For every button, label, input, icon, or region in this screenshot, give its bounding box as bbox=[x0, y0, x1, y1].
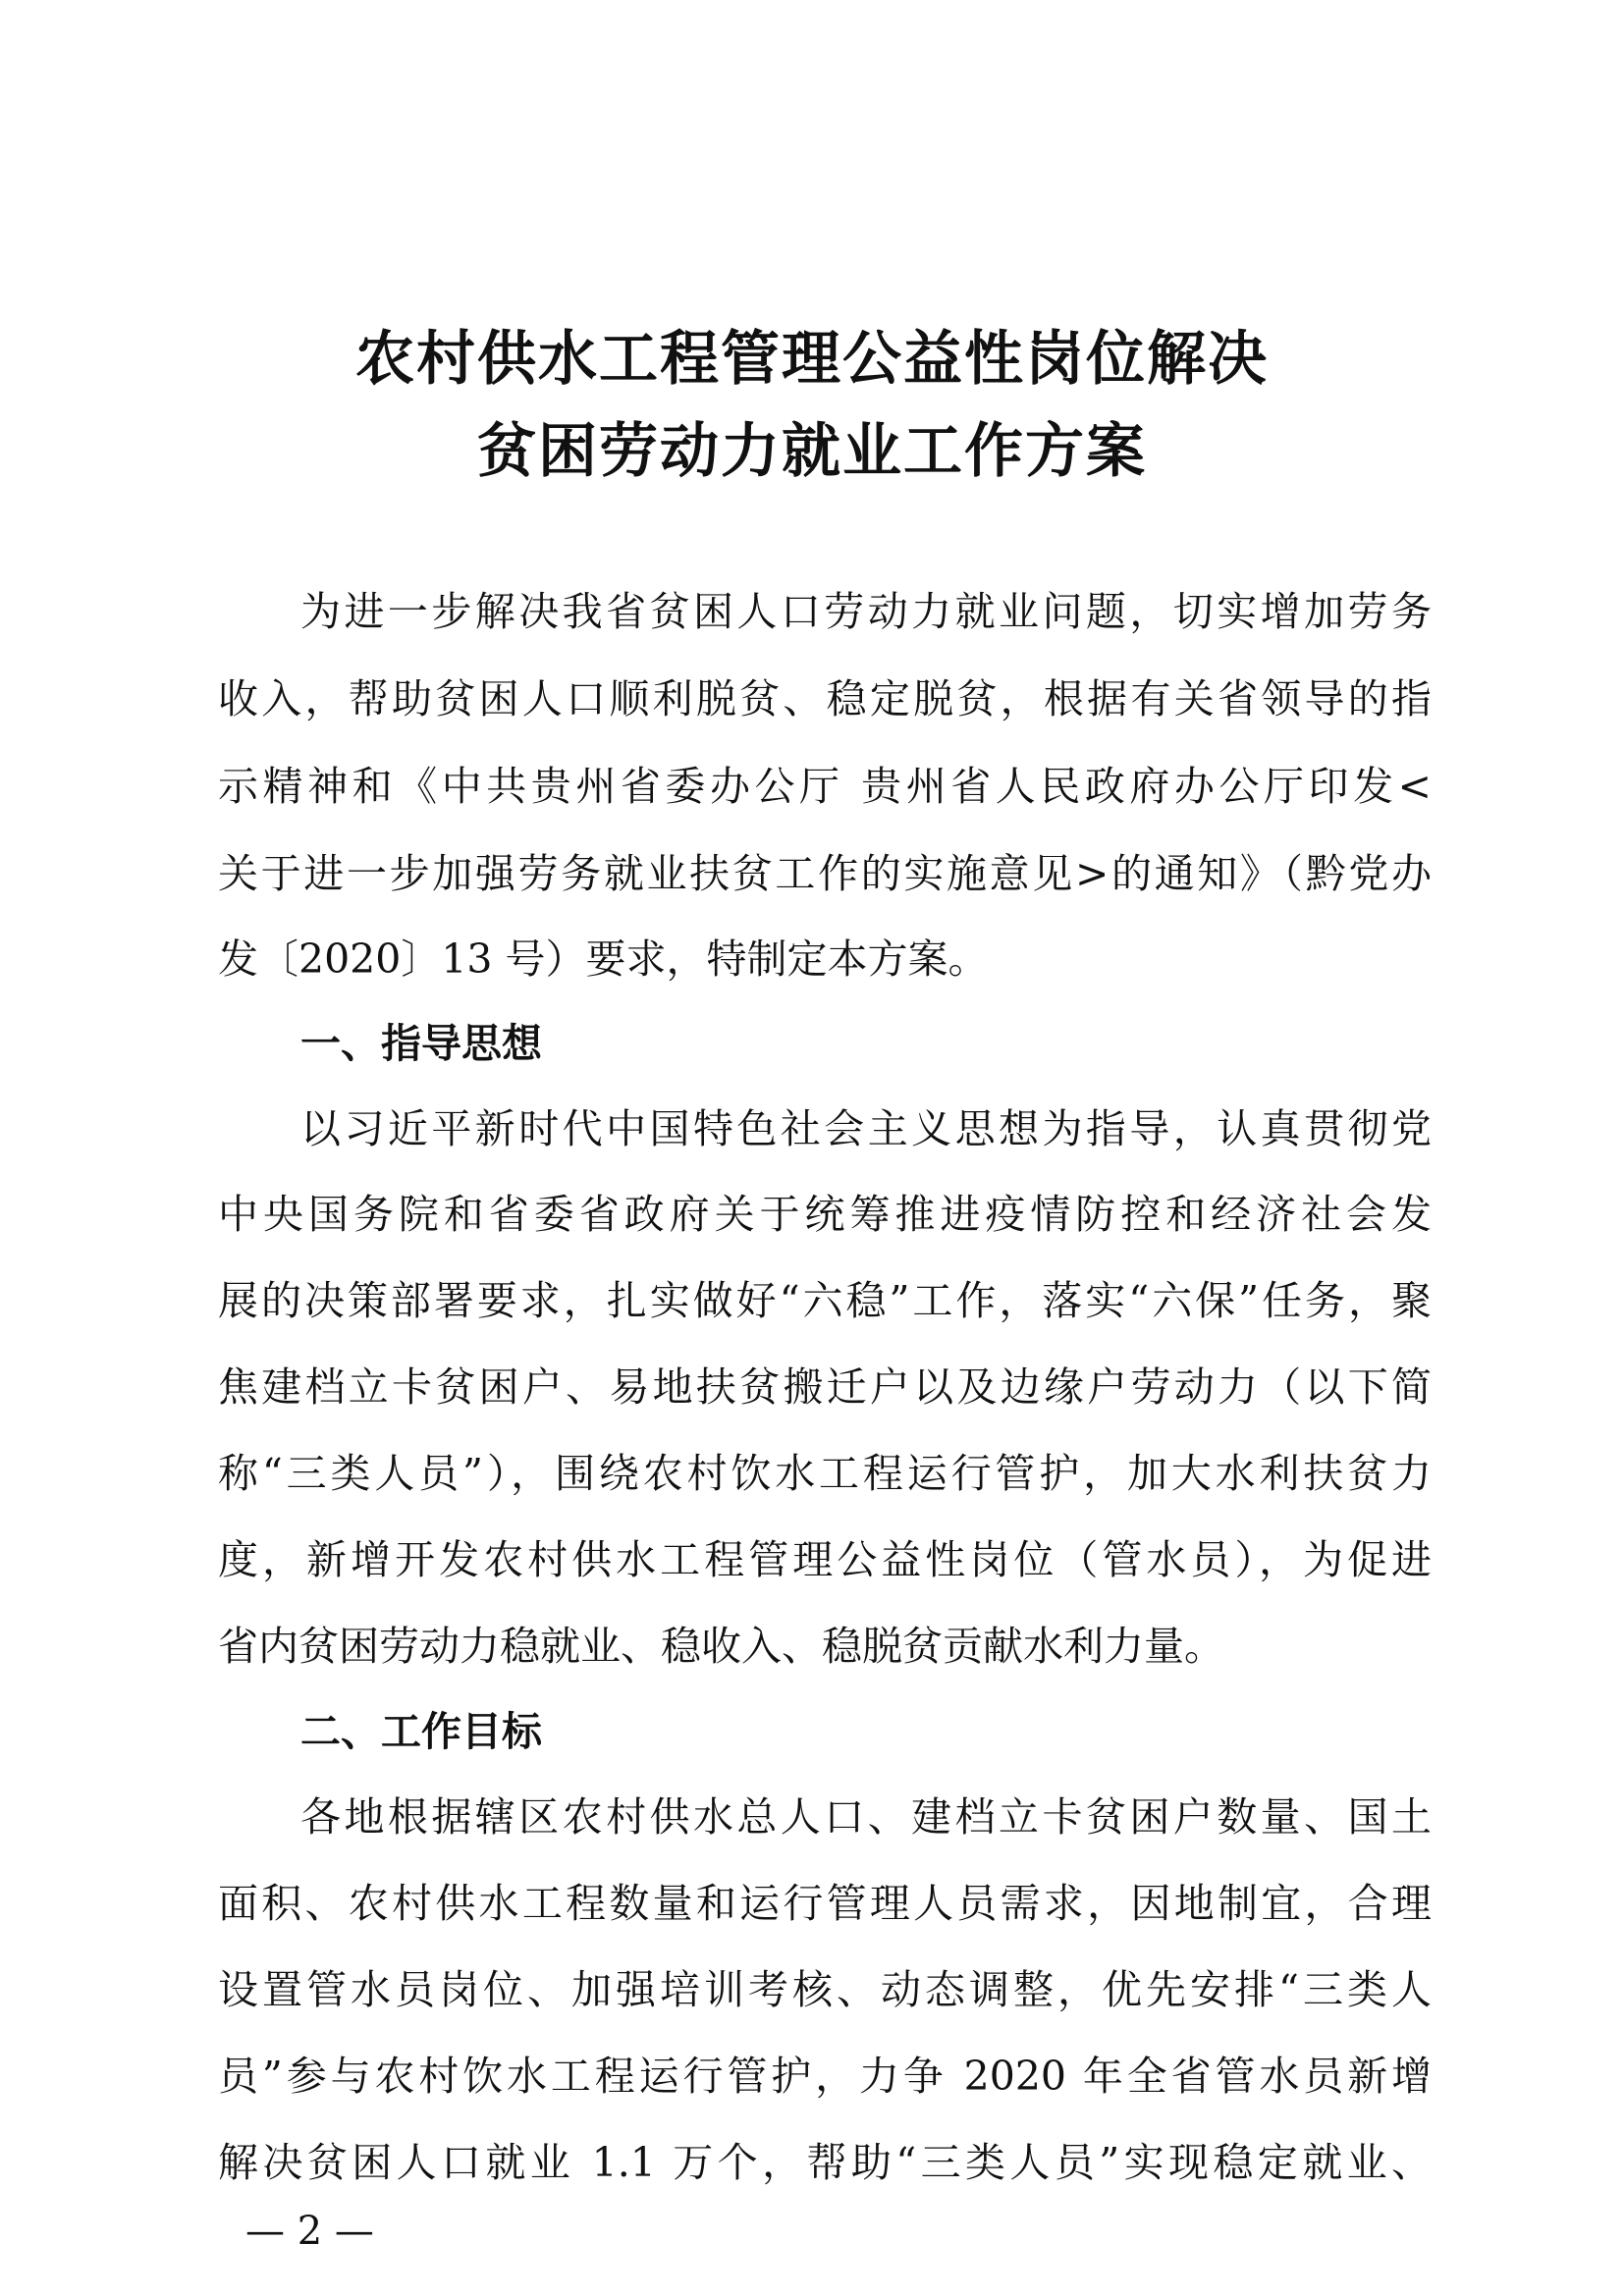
page-number: — 2 — bbox=[245, 2209, 374, 2254]
section-1-line-1: 以习近平新时代中国特色社会主义思想为指导，认真贯彻党 bbox=[300, 1105, 1432, 1152]
intro-line-5: 发〔2020〕13 号）要求，特制定本方案。 bbox=[218, 935, 989, 983]
section-2-line-5: 解决贫困人口就业 1.1 万个，帮助“三类人员”实现稳定就业、 bbox=[218, 2139, 1432, 2186]
intro-line-4: 关于进一步加强劳务就业扶贫工作的实施意见>的通知》（黔党办 bbox=[218, 850, 1432, 897]
section-2-line-2: 面积、农村供水工程数量和运行管理人员需求，因地制宜，合理 bbox=[218, 1880, 1432, 1927]
section-1-line-2: 中央国务院和省委省政府关于统筹推进疫情防控和经济社会发 bbox=[218, 1191, 1432, 1238]
section-2-line-4: 员”参与农村饮水工程运行管护，力争 2020 年全省管水员新增 bbox=[218, 2053, 1432, 2100]
section-1-line-4: 焦建档立卡贫困户、易地扶贫搬迁户以及边缘户劳动力（以下简 bbox=[218, 1363, 1432, 1411]
intro-line-3: 示精神和《中共贵州省委办公厅 贵州省人民政府办公厅印发< bbox=[218, 763, 1432, 810]
document-title-line-1: 农村供水工程管理公益性岗位解决 bbox=[355, 325, 1269, 394]
section-2-heading: 二、工作目标 bbox=[300, 1708, 542, 1755]
section-1-line-7: 省内贫困劳动力稳就业、稳收入、稳脱贫贡献水利力量。 bbox=[218, 1623, 1224, 1670]
section-1-heading: 一、指导思想 bbox=[300, 1020, 542, 1067]
section-1-line-6: 度，新增开发农村供水工程管理公益性岗位（管水员），为促进 bbox=[218, 1536, 1432, 1583]
intro-line-1: 为进一步解决我省贫困人口劳动力就业问题，切实增加劳务 bbox=[300, 588, 1432, 635]
intro-line-2: 收入，帮助贫困人口顺利脱贫、稳定脱贫，根据有关省领导的指 bbox=[218, 675, 1432, 722]
section-2-line-1: 各地根据辖区农村供水总人口、建档立卡贫困户数量、国土 bbox=[300, 1793, 1432, 1841]
section-1-line-3: 展的决策部署要求，扎实做好“六稳”工作，落实“六保”任务，聚 bbox=[218, 1277, 1432, 1324]
section-1-line-5: 称“三类人员”），围绕农村饮水工程运行管护，加大水利扶贫力 bbox=[218, 1450, 1432, 1497]
section-2-line-3: 设置管水员岗位、加强培训考核、动态调整，优先安排“三类人 bbox=[218, 1966, 1432, 2013]
document-title-line-2: 贫困劳动力就业工作方案 bbox=[477, 417, 1147, 486]
